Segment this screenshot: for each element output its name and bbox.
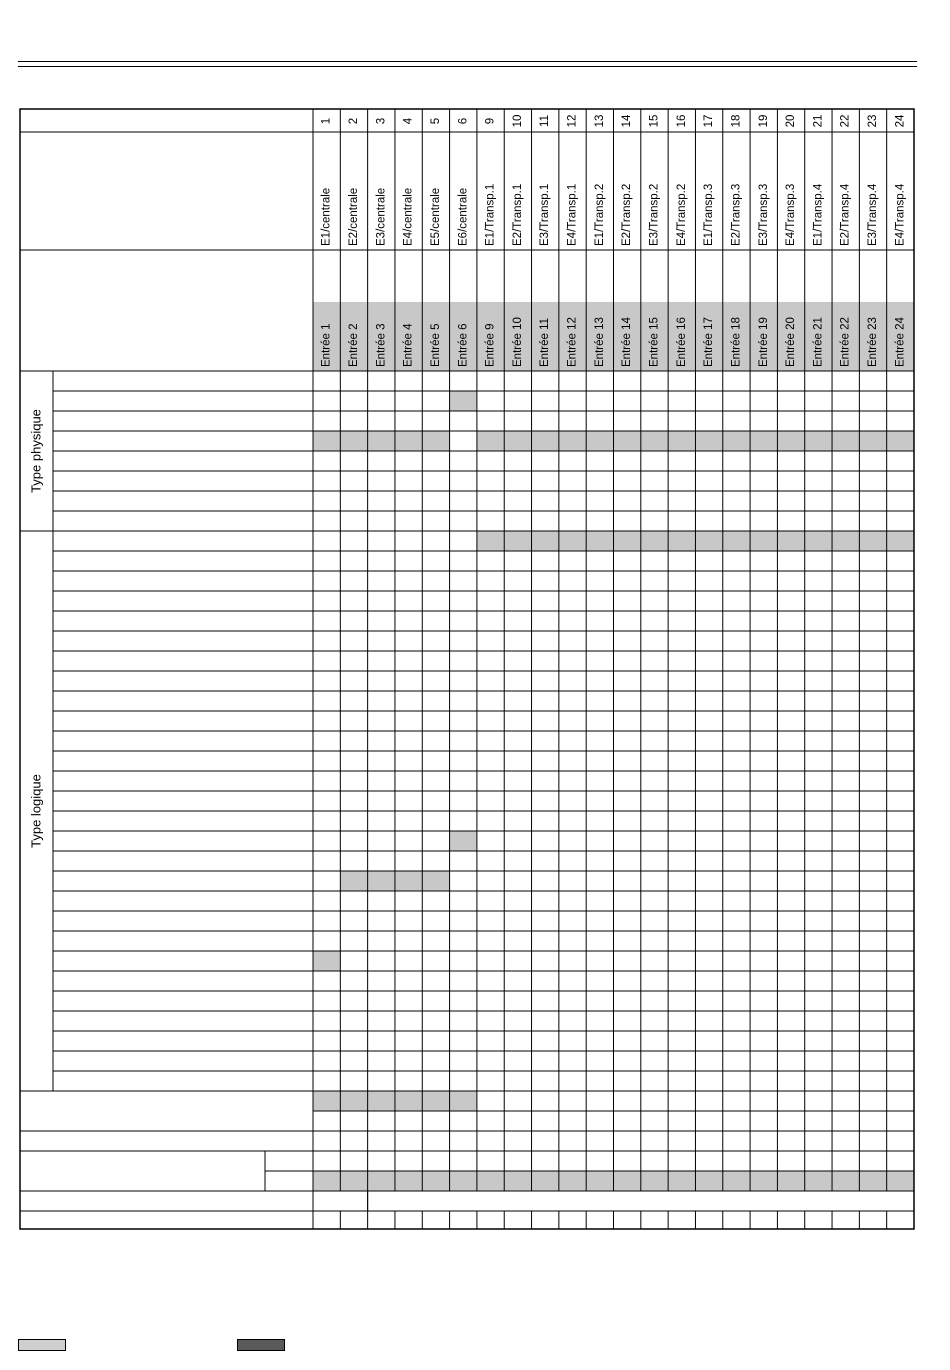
bottom-shaded-cell: [313, 1091, 340, 1111]
column-channel-label: E1/centrale: [320, 187, 333, 246]
column-input-label: Entrée 5: [429, 323, 442, 367]
column-number-label: 23: [867, 114, 880, 128]
physical-shaded-cell: [668, 431, 695, 451]
bottom-shaded-cell: [395, 1171, 422, 1191]
column-number-label: 20: [785, 114, 798, 128]
type-physique-label: Type physique: [28, 409, 44, 493]
physical-shaded-cell: [313, 431, 340, 451]
column-input-label: Entrée 11: [539, 317, 552, 367]
logical-shaded-cell: [750, 531, 777, 551]
bottom-shaded-cell: [422, 1171, 449, 1191]
logical-shaded-cell: [805, 531, 832, 551]
column-channel-label: E4/centrale: [402, 187, 415, 246]
physical-shaded-cell: [859, 431, 886, 451]
column-number-label: 9: [484, 117, 497, 125]
column-number-label: 13: [593, 114, 606, 128]
column-channel-label: E3/Transp.4: [867, 183, 880, 246]
bottom-shaded-cell: [641, 1171, 668, 1191]
physical-shaded-cell: [504, 431, 531, 451]
column-channel-label: E6/centrale: [457, 187, 470, 246]
logical-shaded-cell: [641, 531, 668, 551]
column-channel-label: E2/Transp.4: [839, 183, 852, 246]
column-number-label: 18: [730, 114, 743, 128]
column-channel-label: E1/Transp.1: [484, 183, 497, 246]
bottom-shaded-cell: [832, 1171, 859, 1191]
type-logique-label: Type logique: [28, 774, 44, 848]
column-channel-label: E1/Transp.4: [812, 183, 825, 246]
bottom-shaded-cell: [750, 1171, 777, 1191]
logical-shaded-cell: [832, 531, 859, 551]
bottom-shaded-cell: [504, 1171, 531, 1191]
bottom-shaded-cell: [368, 1171, 395, 1191]
column-input-label: Entrée 6: [457, 323, 470, 367]
physical-shaded-cell: [559, 431, 586, 451]
logical-shaded-cell: [504, 531, 531, 551]
physical-shaded-cell: [695, 431, 722, 451]
column-number-label: 19: [757, 114, 770, 128]
column-channel-label: E3/Transp.2: [648, 183, 661, 246]
physical-shaded-cell: [477, 431, 504, 451]
logical-shaded-cell: [586, 531, 613, 551]
column-input-label: Entrée 1: [320, 323, 333, 367]
bottom-shaded-cell: [695, 1171, 722, 1191]
column-number-label: 24: [894, 114, 907, 128]
column-number-label: 12: [566, 114, 579, 128]
column-number-label: 4: [402, 117, 415, 125]
column-channel-label: E2/Transp.1: [511, 183, 524, 246]
legend-light-swatch: [18, 1339, 66, 1351]
column-channel-label: E1/Transp.3: [703, 183, 716, 246]
logical-shaded-cell: [532, 531, 559, 551]
bottom-shaded-cell: [723, 1171, 750, 1191]
logical-shaded-cell: [313, 951, 340, 971]
bottom-shaded-cell: [340, 1091, 367, 1111]
physical-shaded-cell: [422, 431, 449, 451]
physical-shaded-cell: [887, 431, 914, 451]
physical-shaded-cell: [723, 431, 750, 451]
logical-shaded-cell: [368, 871, 395, 891]
column-input-label: Entrée 19: [757, 317, 770, 367]
bottom-shaded-cell: [559, 1171, 586, 1191]
logical-shaded-cell: [450, 831, 477, 851]
column-channel-label: E3/centrale: [375, 187, 388, 246]
logical-shaded-cell: [777, 531, 804, 551]
column-channel-label: E3/Transp.3: [757, 183, 770, 246]
bottom-shaded-cell: [340, 1171, 367, 1191]
column-number-label: 6: [457, 117, 470, 125]
physical-shaded-cell: [641, 431, 668, 451]
bottom-shaded-cell: [477, 1171, 504, 1191]
column-number-label: 5: [429, 117, 442, 125]
logical-shaded-cell: [614, 531, 641, 551]
column-input-label: Entrée 17: [703, 317, 716, 367]
bottom-shaded-cell: [805, 1171, 832, 1191]
column-channel-label: E2/centrale: [348, 187, 361, 246]
logical-shaded-cell: [695, 531, 722, 551]
physical-shaded-cell: [777, 431, 804, 451]
logical-shaded-cell: [340, 871, 367, 891]
bottom-shaded-cell: [368, 1091, 395, 1111]
column-input-label: Entrée 22: [839, 317, 852, 367]
bottom-shaded-cell: [668, 1171, 695, 1191]
logical-shaded-cell: [422, 871, 449, 891]
bottom-shaded-cell: [614, 1171, 641, 1191]
bottom-shaded-cell: [450, 1171, 477, 1191]
column-input-label: Entrée 10: [511, 317, 524, 367]
physical-shaded-cell: [340, 431, 367, 451]
column-number-label: 10: [511, 114, 524, 128]
physical-shaded-cell: [368, 431, 395, 451]
bottom-shaded-cell: [395, 1091, 422, 1111]
column-input-label: Entrée 18: [730, 317, 743, 367]
column-channel-label: E2/Transp.2: [621, 183, 634, 246]
bottom-shaded-cell: [887, 1171, 914, 1191]
column-input-label: Entrée 15: [648, 317, 661, 367]
column-input-label: Entrée 21: [812, 317, 825, 367]
column-number-label: 15: [648, 114, 661, 128]
column-input-label: Entrée 12: [566, 317, 579, 367]
column-number-label: 21: [812, 114, 825, 128]
logical-shaded-cell: [887, 531, 914, 551]
column-number-label: 22: [839, 114, 852, 128]
column-number-label: 2: [348, 117, 361, 125]
column-input-label: Entrée 2: [348, 323, 361, 367]
column-input-label: Entrée 4: [402, 323, 415, 367]
physical-shaded-cell: [395, 431, 422, 451]
bottom-shaded-cell: [313, 1171, 340, 1191]
bottom-shaded-cell: [450, 1091, 477, 1111]
bottom-shaded-cell: [532, 1171, 559, 1191]
physical-shaded-cell: [450, 391, 477, 411]
column-channel-label: E3/Transp.1: [539, 183, 552, 246]
column-input-label: Entrée 14: [621, 317, 634, 367]
column-input-label: Entrée 24: [894, 317, 907, 367]
column-input-label: Entrée 3: [375, 323, 388, 367]
column-channel-label: E4/Transp.3: [785, 183, 798, 246]
physical-shaded-cell: [805, 431, 832, 451]
column-input-label: Entrée 23: [867, 317, 880, 367]
logical-shaded-cell: [859, 531, 886, 551]
logical-shaded-cell: [395, 871, 422, 891]
column-input-label: Entrée 16: [675, 317, 688, 367]
logical-shaded-cell: [723, 531, 750, 551]
column-channel-label: E4/Transp.1: [566, 183, 579, 246]
column-channel-label: E4/Transp.4: [894, 183, 907, 246]
column-number-label: 11: [539, 115, 552, 127]
column-number-label: 14: [621, 114, 634, 128]
bottom-shaded-cell: [586, 1171, 613, 1191]
legend-dark-swatch: [237, 1339, 285, 1351]
bottom-shaded-cell: [777, 1171, 804, 1191]
column-channel-label: E1/Transp.2: [593, 183, 606, 246]
logical-shaded-cell: [559, 531, 586, 551]
column-number-label: 1: [320, 117, 333, 125]
physical-shaded-cell: [614, 431, 641, 451]
logical-shaded-cell: [477, 531, 504, 551]
physical-shaded-cell: [750, 431, 777, 451]
column-number-label: 17: [703, 114, 716, 128]
column-number-label: 16: [675, 114, 688, 128]
physical-shaded-cell: [832, 431, 859, 451]
column-number-label: 3: [375, 117, 388, 125]
table-border: [20, 109, 914, 1229]
physical-shaded-cell: [532, 431, 559, 451]
physical-shaded-cell: [586, 431, 613, 451]
column-channel-label: E5/centrale: [429, 187, 442, 246]
column-input-label: Entrée 9: [484, 323, 497, 367]
column-input-label: Entrée 20: [785, 317, 798, 367]
column-channel-label: E4/Transp.2: [675, 183, 688, 246]
column-input-label: Entrée 13: [593, 317, 606, 367]
column-channel-label: E2/Transp.3: [730, 183, 743, 246]
logical-shaded-cell: [668, 531, 695, 551]
bottom-shaded-cell: [422, 1091, 449, 1111]
bottom-shaded-cell: [859, 1171, 886, 1191]
